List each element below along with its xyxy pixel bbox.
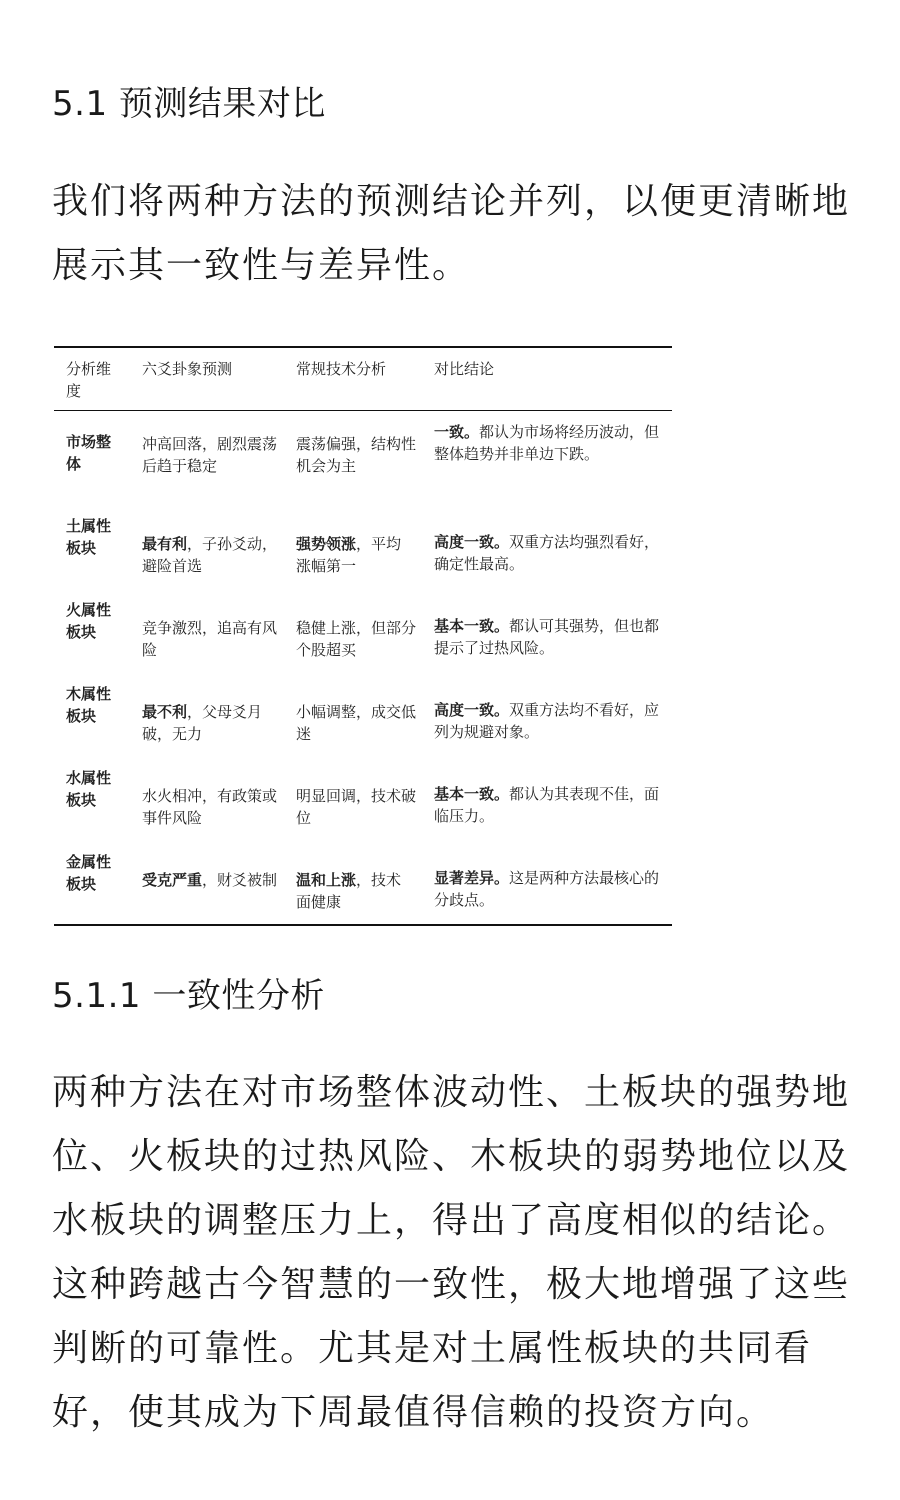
cell-liuyao xyxy=(130,673,284,757)
cell-conclusion xyxy=(422,411,672,505)
table-row xyxy=(54,757,672,841)
cell-liuyao-text: ，子孙爻动，避险首选 xyxy=(142,534,278,575)
header-liuyao: 六爻卦象预测 xyxy=(142,360,233,378)
cell-conclusion-text: 这是两种方法最核心的分歧点。 xyxy=(434,868,660,909)
cell-technical xyxy=(284,757,422,841)
cell-liuyao-text: ，父母爻月破，无力 xyxy=(142,702,263,743)
cell-liuyao xyxy=(130,589,284,673)
cell-conclusion-emphasis: 基本一致。 xyxy=(434,784,510,803)
cell-liuyao xyxy=(130,411,284,505)
cell-conclusion-emphasis: 显著差异。 xyxy=(434,868,510,887)
cell-conclusion-text: 都认为市场将经历波动，但整体趋势并非单边下跌。 xyxy=(434,423,660,463)
cell-conclusion-emphasis: 高度一致。 xyxy=(434,700,510,719)
header-technical: 常规技术分析 xyxy=(296,360,387,378)
header-conclusion: 对比结论 xyxy=(434,360,495,378)
cell-technical-text: 小幅调整，成交低迷 xyxy=(296,702,417,743)
cell-dimension: 市场整体 xyxy=(66,433,112,473)
cell-dimension: 木属性板块 xyxy=(66,684,112,725)
cell-technical-text: 震荡偏强，结构性机会为主 xyxy=(296,435,417,475)
cell-conclusion-emphasis: 基本一致。 xyxy=(434,616,510,635)
cell-dimension: 火属性板块 xyxy=(66,600,112,641)
table-header-row xyxy=(54,347,672,411)
cell-conclusion xyxy=(422,757,672,841)
table-row xyxy=(54,673,672,757)
cell-conclusion-emphasis: 一致。 xyxy=(434,423,480,441)
cell-liuyao-text: 竞争激烈，追高有风险 xyxy=(142,618,278,659)
cell-technical-text: ，平均涨幅第一 xyxy=(296,534,402,575)
cell-technical xyxy=(284,505,422,589)
subsection-title: 5.1.1 一致性分析 xyxy=(52,976,325,1016)
section-title: 5.1 预测结果对比 xyxy=(52,84,326,124)
cell-liuyao-emphasis: 受克严重 xyxy=(142,870,203,889)
cell-technical-text: 稳健上涨，但部分个股超买 xyxy=(296,618,417,659)
cell-dimension: 水属性板块 xyxy=(66,768,112,809)
cell-liuyao-text: 水火相冲，有政策或事件风险 xyxy=(142,786,278,827)
cell-liuyao xyxy=(130,505,284,589)
cell-conclusion-text: 都认可其强势，但也都提示了过热风险。 xyxy=(434,616,660,657)
cell-liuyao-emphasis: 最有利 xyxy=(142,534,188,553)
cell-technical-text: ，技术面健康 xyxy=(296,870,402,911)
cell-conclusion-text: 双重方法均强烈看好，确定性最高。 xyxy=(434,532,660,573)
analysis-paragraph: 两种方法在对市场整体波动性、土板块的强势地位、火板块的过热风险、木板块的弱势地位以及水板块的调整压力上，得出了高度相似的结论。这种跨越古今智慧的一致性，极大地增强了这些判断的可靠性。尤其是对土属性板块的共同看好，使其成为下周最值得信赖的投资方向。 xyxy=(52,1072,851,1433)
comparison-table-wrapper xyxy=(54,346,672,926)
table-row xyxy=(54,589,672,673)
cell-technical-emphasis: 温和上涨 xyxy=(296,870,357,889)
comparison-table xyxy=(54,346,672,926)
cell-conclusion-text: 都认为其表现不佳，面临压力。 xyxy=(434,784,660,825)
cell-liuyao-text: ，财爻被制 xyxy=(202,870,278,889)
cell-dimension: 土属性板块 xyxy=(66,516,112,557)
cell-technical xyxy=(284,673,422,757)
header-dimension: 分析维度 xyxy=(66,360,112,400)
table-row xyxy=(54,411,672,505)
cell-technical xyxy=(284,411,422,505)
cell-technical xyxy=(284,589,422,673)
cell-technical-text: 明显回调，技术破位 xyxy=(296,786,417,827)
table-row xyxy=(54,505,672,589)
cell-dimension: 金属性板块 xyxy=(66,852,112,893)
table-body xyxy=(54,411,672,925)
cell-conclusion xyxy=(422,589,672,673)
cell-conclusion xyxy=(422,841,672,925)
cell-conclusion xyxy=(422,673,672,757)
cell-technical-emphasis: 强势领涨 xyxy=(296,534,357,553)
cell-conclusion-text: 双重方法均不看好，应列为规避对象。 xyxy=(434,700,660,741)
cell-liuyao-emphasis: 最不利 xyxy=(142,702,188,721)
cell-conclusion-emphasis: 高度一致。 xyxy=(434,532,510,551)
cell-liuyao xyxy=(130,757,284,841)
table-row xyxy=(54,841,672,925)
cell-liuyao-text: 冲高回落，剧烈震荡后趋于稳定 xyxy=(142,435,278,475)
cell-liuyao xyxy=(130,841,284,925)
cell-conclusion xyxy=(422,505,672,589)
intro-paragraph: 我们将两种方法的预测结论并列，以便更清晰地展示其一致性与差异性。 xyxy=(52,181,851,286)
cell-technical xyxy=(284,841,422,925)
